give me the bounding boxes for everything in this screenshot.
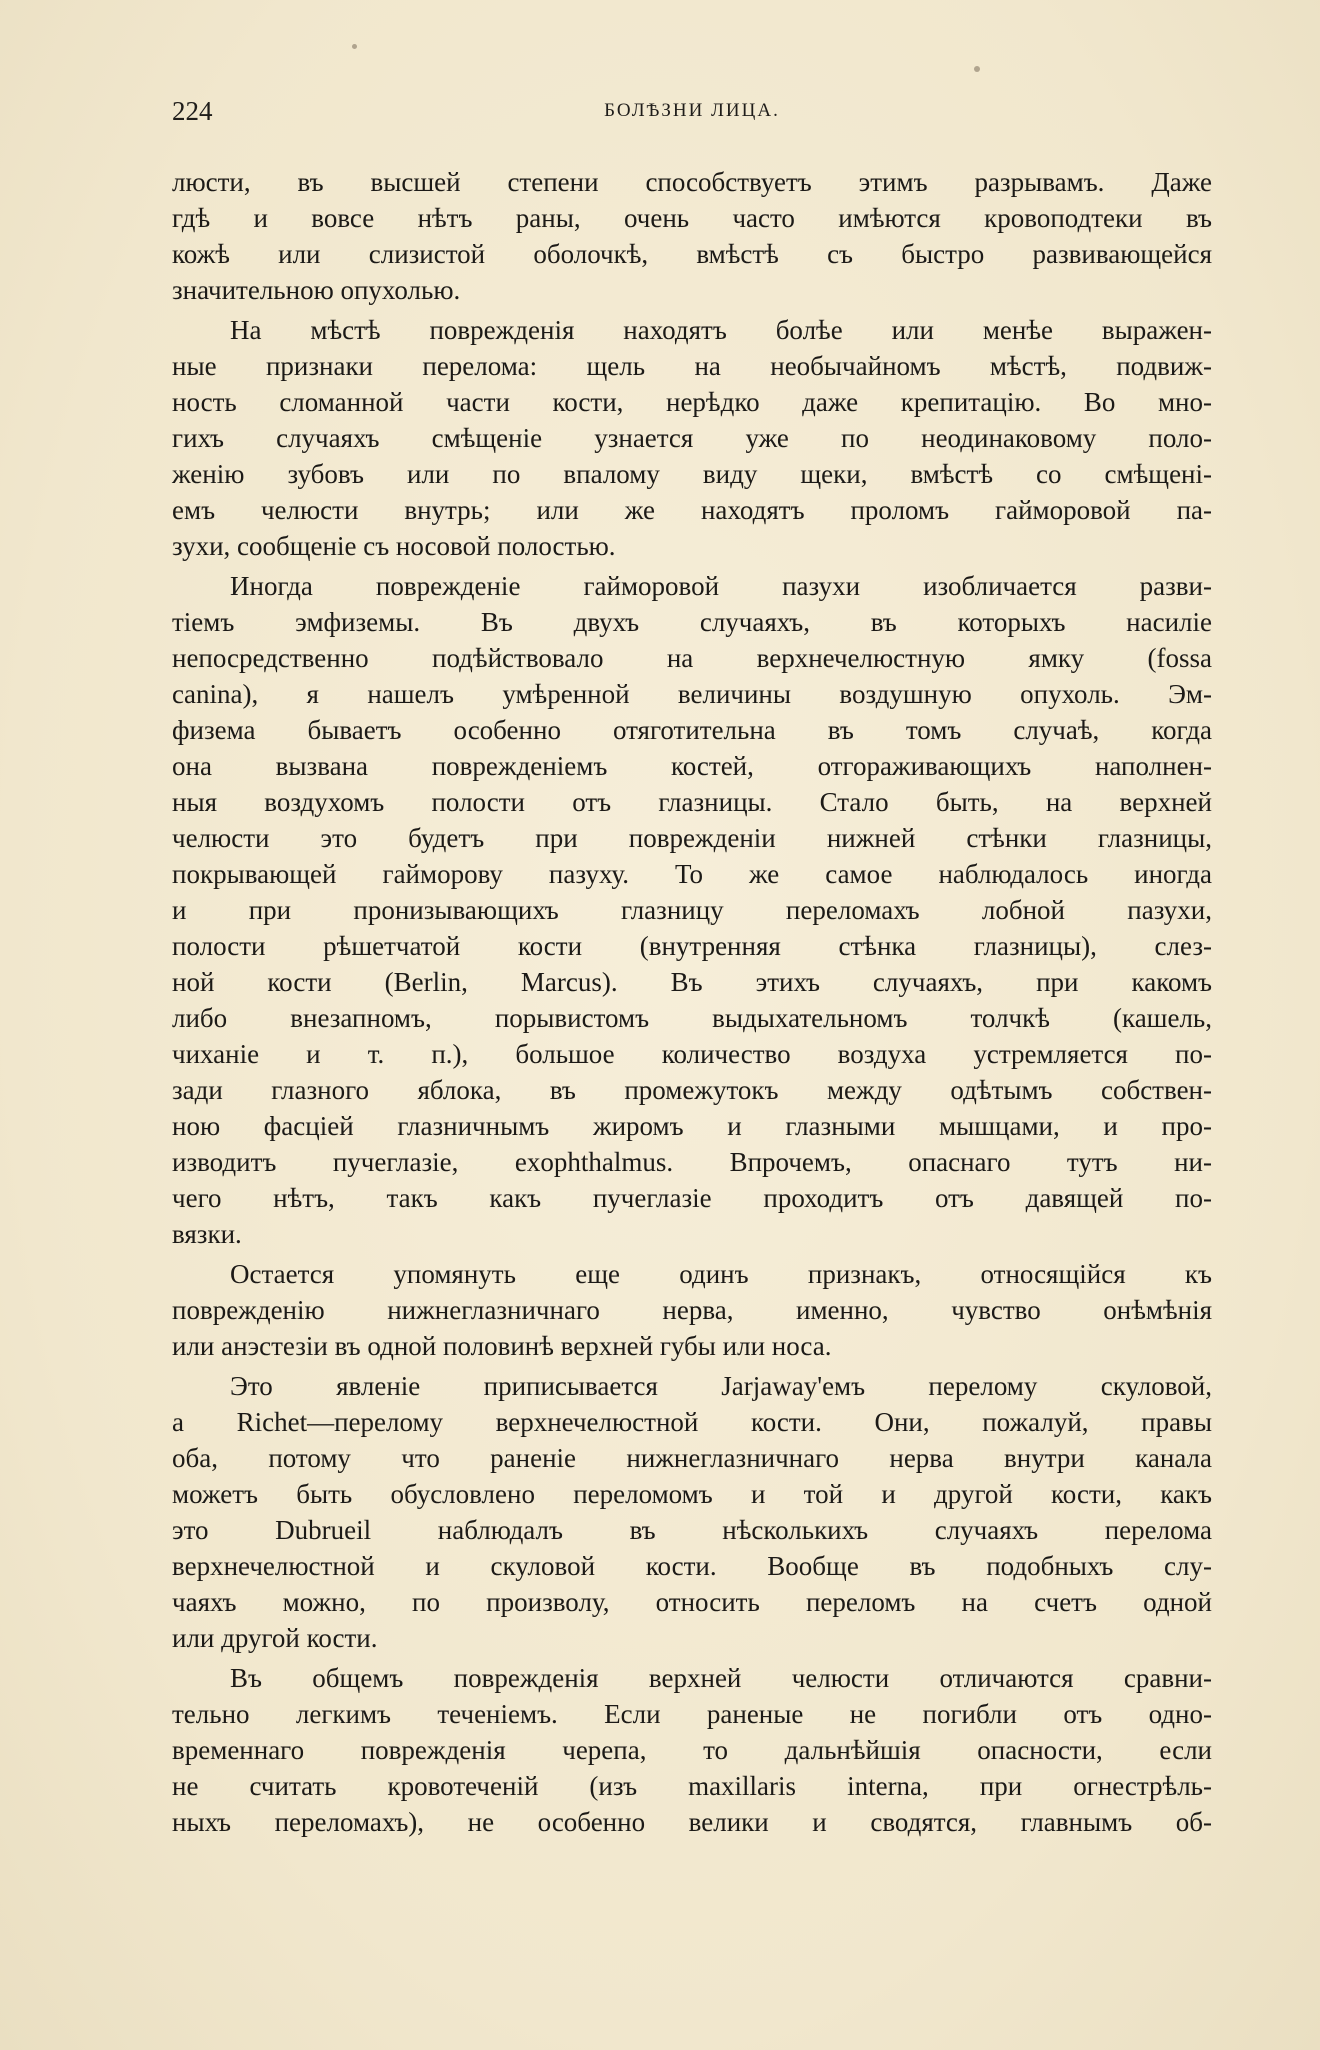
text-line: она вызвана поврежденіемъ костей, отгораживающихъ наполнен-	[172, 751, 1212, 781]
text-line: непосредственно подѣйствовало на верхнечелюстную ямку (fossa	[172, 643, 1212, 673]
text-line: гихъ случаяхъ смѣщеніе узнается уже по неодинаковому поло-	[172, 423, 1212, 453]
text-line: емъ челюсти внутрь; или же находятъ проломъ гайморовой па-	[172, 495, 1212, 525]
text-line: и при пронизывающихъ глазницу переломахъ лобной пазухи,	[172, 895, 1212, 925]
text-line: Это явленіе приписывается Jarjaway'емъ перелому скуловой,	[230, 1371, 1212, 1401]
text-line: полости рѣшетчатой кости (внутренняя стѣнка глазницы), слез-	[172, 931, 1212, 961]
body-text	[172, 164, 1212, 1840]
ink-speck	[974, 66, 980, 72]
text-line: ныхъ переломахъ), не особенно велики и сводятся, главнымъ об-	[172, 1807, 1212, 1837]
text-line: поврежденію нижнеглазничнаго нерва, именно, чувство онѣмѣнія	[172, 1295, 1212, 1325]
text-line: а Richet—перелому верхнечелюстной кости. Они, пожалуй, правы	[172, 1407, 1212, 1437]
text-line: или анэстезіи въ одной половинѣ верхней губы или носа.	[172, 1331, 832, 1361]
text-line: чего нѣтъ, такъ какъ пучеглазіе проходитъ отъ давящей по-	[172, 1183, 1212, 1213]
text-line: верхнечелюстной и скуловой кости. Вообще въ подобныхъ слу-	[172, 1551, 1212, 1581]
text-line: челюсти это будетъ при поврежденіи нижней стѣнки глазницы,	[172, 823, 1212, 853]
text-line: ною фасціей глазничнымъ жиромъ и глазными мышцами, и про-	[172, 1111, 1212, 1141]
text-line: чиханіе и т. п.), большое количество воздуха устремляется по-	[172, 1039, 1212, 1069]
page-header	[172, 96, 1212, 136]
text-line: или другой кости.	[172, 1623, 378, 1653]
text-line: люсти, въ высшей степени способствуетъ этимъ разрывамъ. Даже	[172, 167, 1212, 197]
running-head: БОЛѢЗНИ ЛИЦА.	[604, 100, 780, 121]
text-line: Въ общемъ поврежденія верхней челюсти отличаются сравни-	[230, 1663, 1212, 1693]
text-line: чаяхъ можно, по произволу, относить переломъ на счетъ одной	[172, 1587, 1212, 1617]
text-line: либо внезапномъ, порывистомъ выдыхательномъ толчкѣ (кашель,	[172, 1003, 1212, 1033]
ink-speck	[352, 44, 357, 49]
text-line: ной кости (Berlin, Marcus). Въ этихъ случаяхъ, при какомъ	[172, 967, 1212, 997]
text-line: можетъ быть обусловлено переломомъ и той и другой кости, какъ	[172, 1479, 1212, 1509]
text-line: кожѣ или слизистой оболочкѣ, вмѣстѣ съ быстро развивающейся	[172, 239, 1212, 269]
text-line: тіемъ эмфиземы. Въ двухъ случаяхъ, въ которыхъ насиліе	[172, 607, 1212, 637]
text-line: Остается упомянуть еще одинъ признакъ, относящійся къ	[230, 1259, 1212, 1289]
text-line: женію зубовъ или по впалому виду щеки, вмѣстѣ со смѣщені-	[172, 459, 1212, 489]
text-line: Иногда поврежденіе гайморовой пазухи изобличается разви-	[230, 571, 1212, 601]
text-line: зухи, сообщеніе съ носовой полостью.	[172, 531, 616, 561]
text-line: canina), я нашелъ умѣренной величины воздушную опухоль. Эм-	[172, 679, 1212, 709]
text-line: оба, потому что раненіе нижнеглазничнаго нерва внутри канала	[172, 1443, 1212, 1473]
text-line: гдѣ и вовсе нѣтъ раны, очень часто имѣются кровоподтеки въ	[172, 203, 1212, 233]
text-line: вязки.	[172, 1219, 242, 1249]
page-number: 224	[172, 96, 213, 126]
text-line: физема бываетъ особенно отяготительна въ томъ случаѣ, когда	[172, 715, 1212, 745]
text-line: это Dubrueil наблюдалъ въ нѣсколькихъ случаяхъ перелома	[172, 1515, 1212, 1545]
text-line: покрывающей гайморову пазуху. То же самое наблюдалось иногда	[172, 859, 1212, 889]
text-line: изводитъ пучеглазіе, exophthalmus. Впрочемъ, опаснаго тутъ ни-	[172, 1147, 1212, 1177]
text-line: На мѣстѣ поврежденія находятъ болѣе или менѣе выражен-	[230, 315, 1212, 345]
text-line: временнаго поврежденія черепа, то дальнѣйшія опасности, если	[172, 1735, 1212, 1765]
text-line: ныя воздухомъ полости отъ глазницы. Стало быть, на верхней	[172, 787, 1212, 817]
text-line: зади глазного яблока, въ промежутокъ между одѣтымъ собствен-	[172, 1075, 1212, 1105]
text-line: значительною опухолью.	[172, 275, 461, 305]
text-line: тельно легкимъ теченіемъ. Если раненые не погибли отъ одно-	[172, 1699, 1212, 1729]
text-line: ные признаки перелома: щель на необычайномъ мѣстѣ, подвиж-	[172, 351, 1212, 381]
text-line: не считать кровотеченій (изъ maxillaris interna, при огнестрѣль-	[172, 1771, 1212, 1801]
text-line: ность сломанной части кости, нерѣдко даже крепитацію. Во мно-	[172, 387, 1212, 417]
